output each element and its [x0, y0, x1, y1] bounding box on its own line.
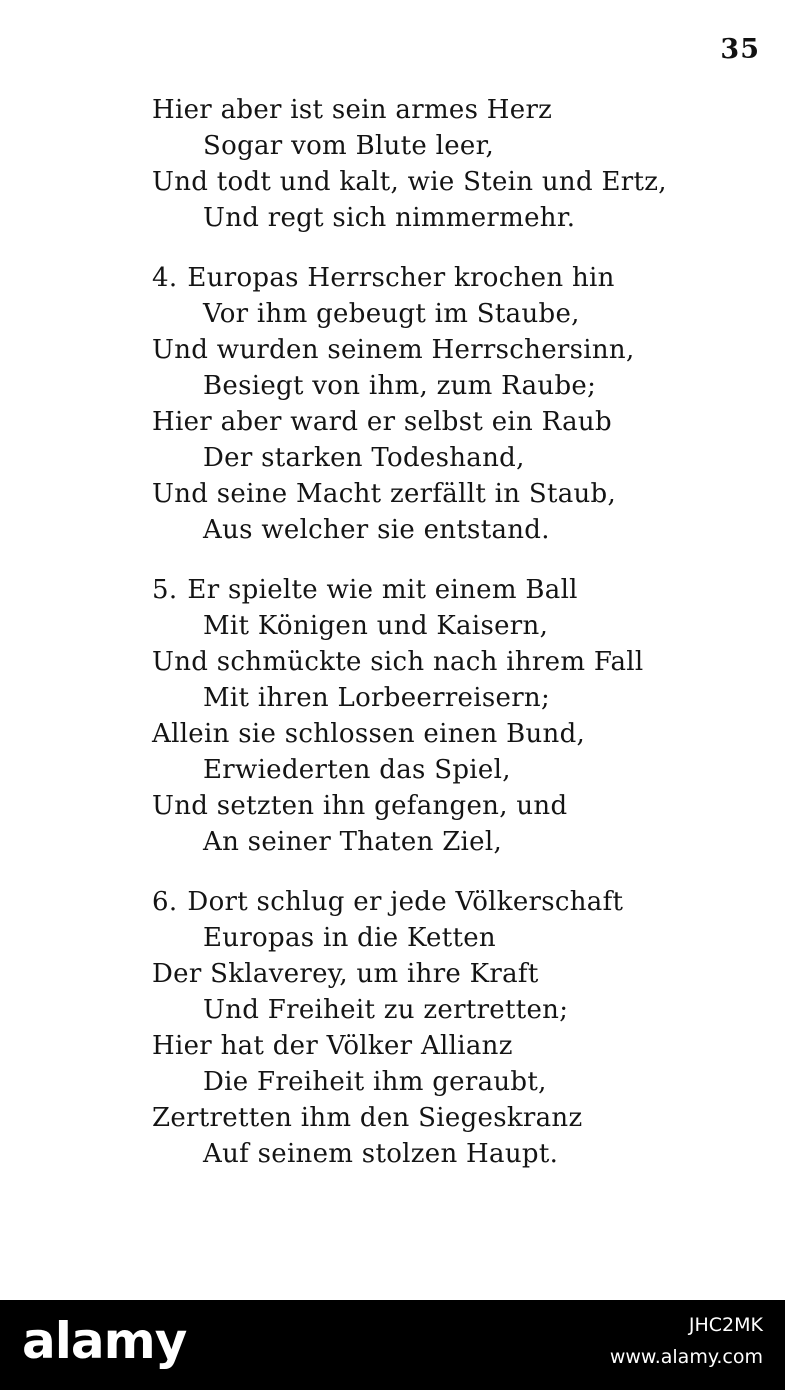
alamy-logo: alamy	[22, 1312, 187, 1370]
poem-line: Hier hat der Völker Allianz	[152, 1031, 513, 1061]
stanza	[0, 572, 785, 860]
poem-line: Hier aber ward er selbst ein Raub	[152, 407, 612, 437]
stanza	[0, 92, 785, 236]
poem-line: Sogar vom Blute leer,	[203, 131, 495, 161]
stanza-number: 6.	[152, 887, 178, 917]
poem-line: Und seine Macht zerfällt in Staub,	[152, 479, 617, 509]
poem-line: Zertretten ihm den Siegeskranz	[152, 1103, 583, 1133]
poem-line: Erwiederten das Spiel,	[203, 755, 511, 785]
poem-line: Die Freiheit ihm geraubt,	[203, 1067, 547, 1097]
poem-line: Der starken Todeshand,	[203, 443, 525, 473]
poem-line	[0, 884, 785, 920]
poem-line: Hier aber ist sein armes Herz	[152, 95, 553, 125]
stanza-number: 5.	[152, 575, 178, 605]
poem-line-text: Europas Herrscher krochen hin	[187, 263, 615, 293]
poem-line: Der Sklaverey, um ihre Kraft	[152, 959, 539, 989]
poem-line: Mit Königen und Kaisern,	[203, 611, 549, 641]
stanza-number: 4.	[152, 263, 178, 293]
poem-line: Vor ihm gebeugt im Staube,	[203, 299, 580, 329]
page-number: 35	[720, 34, 760, 65]
poem-line: Europas in die Ketten	[203, 923, 496, 953]
site-url: www.alamy.com	[609, 1346, 763, 1368]
poem-line: Und regt sich nimmermehr.	[203, 203, 576, 233]
poem-line: Und schmückte sich nach ihrem Fall	[152, 647, 644, 677]
poem-line: Besiegt von ihm, zum Raube;	[203, 371, 597, 401]
poem-line	[0, 572, 785, 608]
poem	[0, 92, 785, 1172]
image-id: JHC2MK	[688, 1314, 763, 1336]
watermark-footer	[0, 1300, 785, 1390]
poem-line: Allein sie schlossen einen Bund,	[152, 719, 586, 749]
poem-line	[0, 260, 785, 296]
poem-line: Aus welcher sie entstand.	[203, 515, 550, 545]
poem-line: Und todt und kalt, wie Stein und Ertz,	[152, 167, 667, 197]
stanza	[0, 260, 785, 548]
poem-line: Und setzten ihn gefangen, und	[152, 791, 568, 821]
poem-line: Auf seinem stolzen Haupt.	[203, 1139, 559, 1169]
poem-line: Und wurden seinem Herrschersinn,	[152, 335, 635, 365]
poem-line-text: Dort schlug er jede Völkerschaft	[187, 887, 624, 917]
poem-line: Und Freiheit zu zertretten;	[203, 995, 569, 1025]
poem-line: Mit ihren Lorbeerreisern;	[203, 683, 551, 713]
poem-line-text: Er spielte wie mit einem Ball	[187, 575, 578, 605]
poem-line: An seiner Thaten Ziel,	[203, 827, 503, 857]
stanza	[0, 884, 785, 1172]
